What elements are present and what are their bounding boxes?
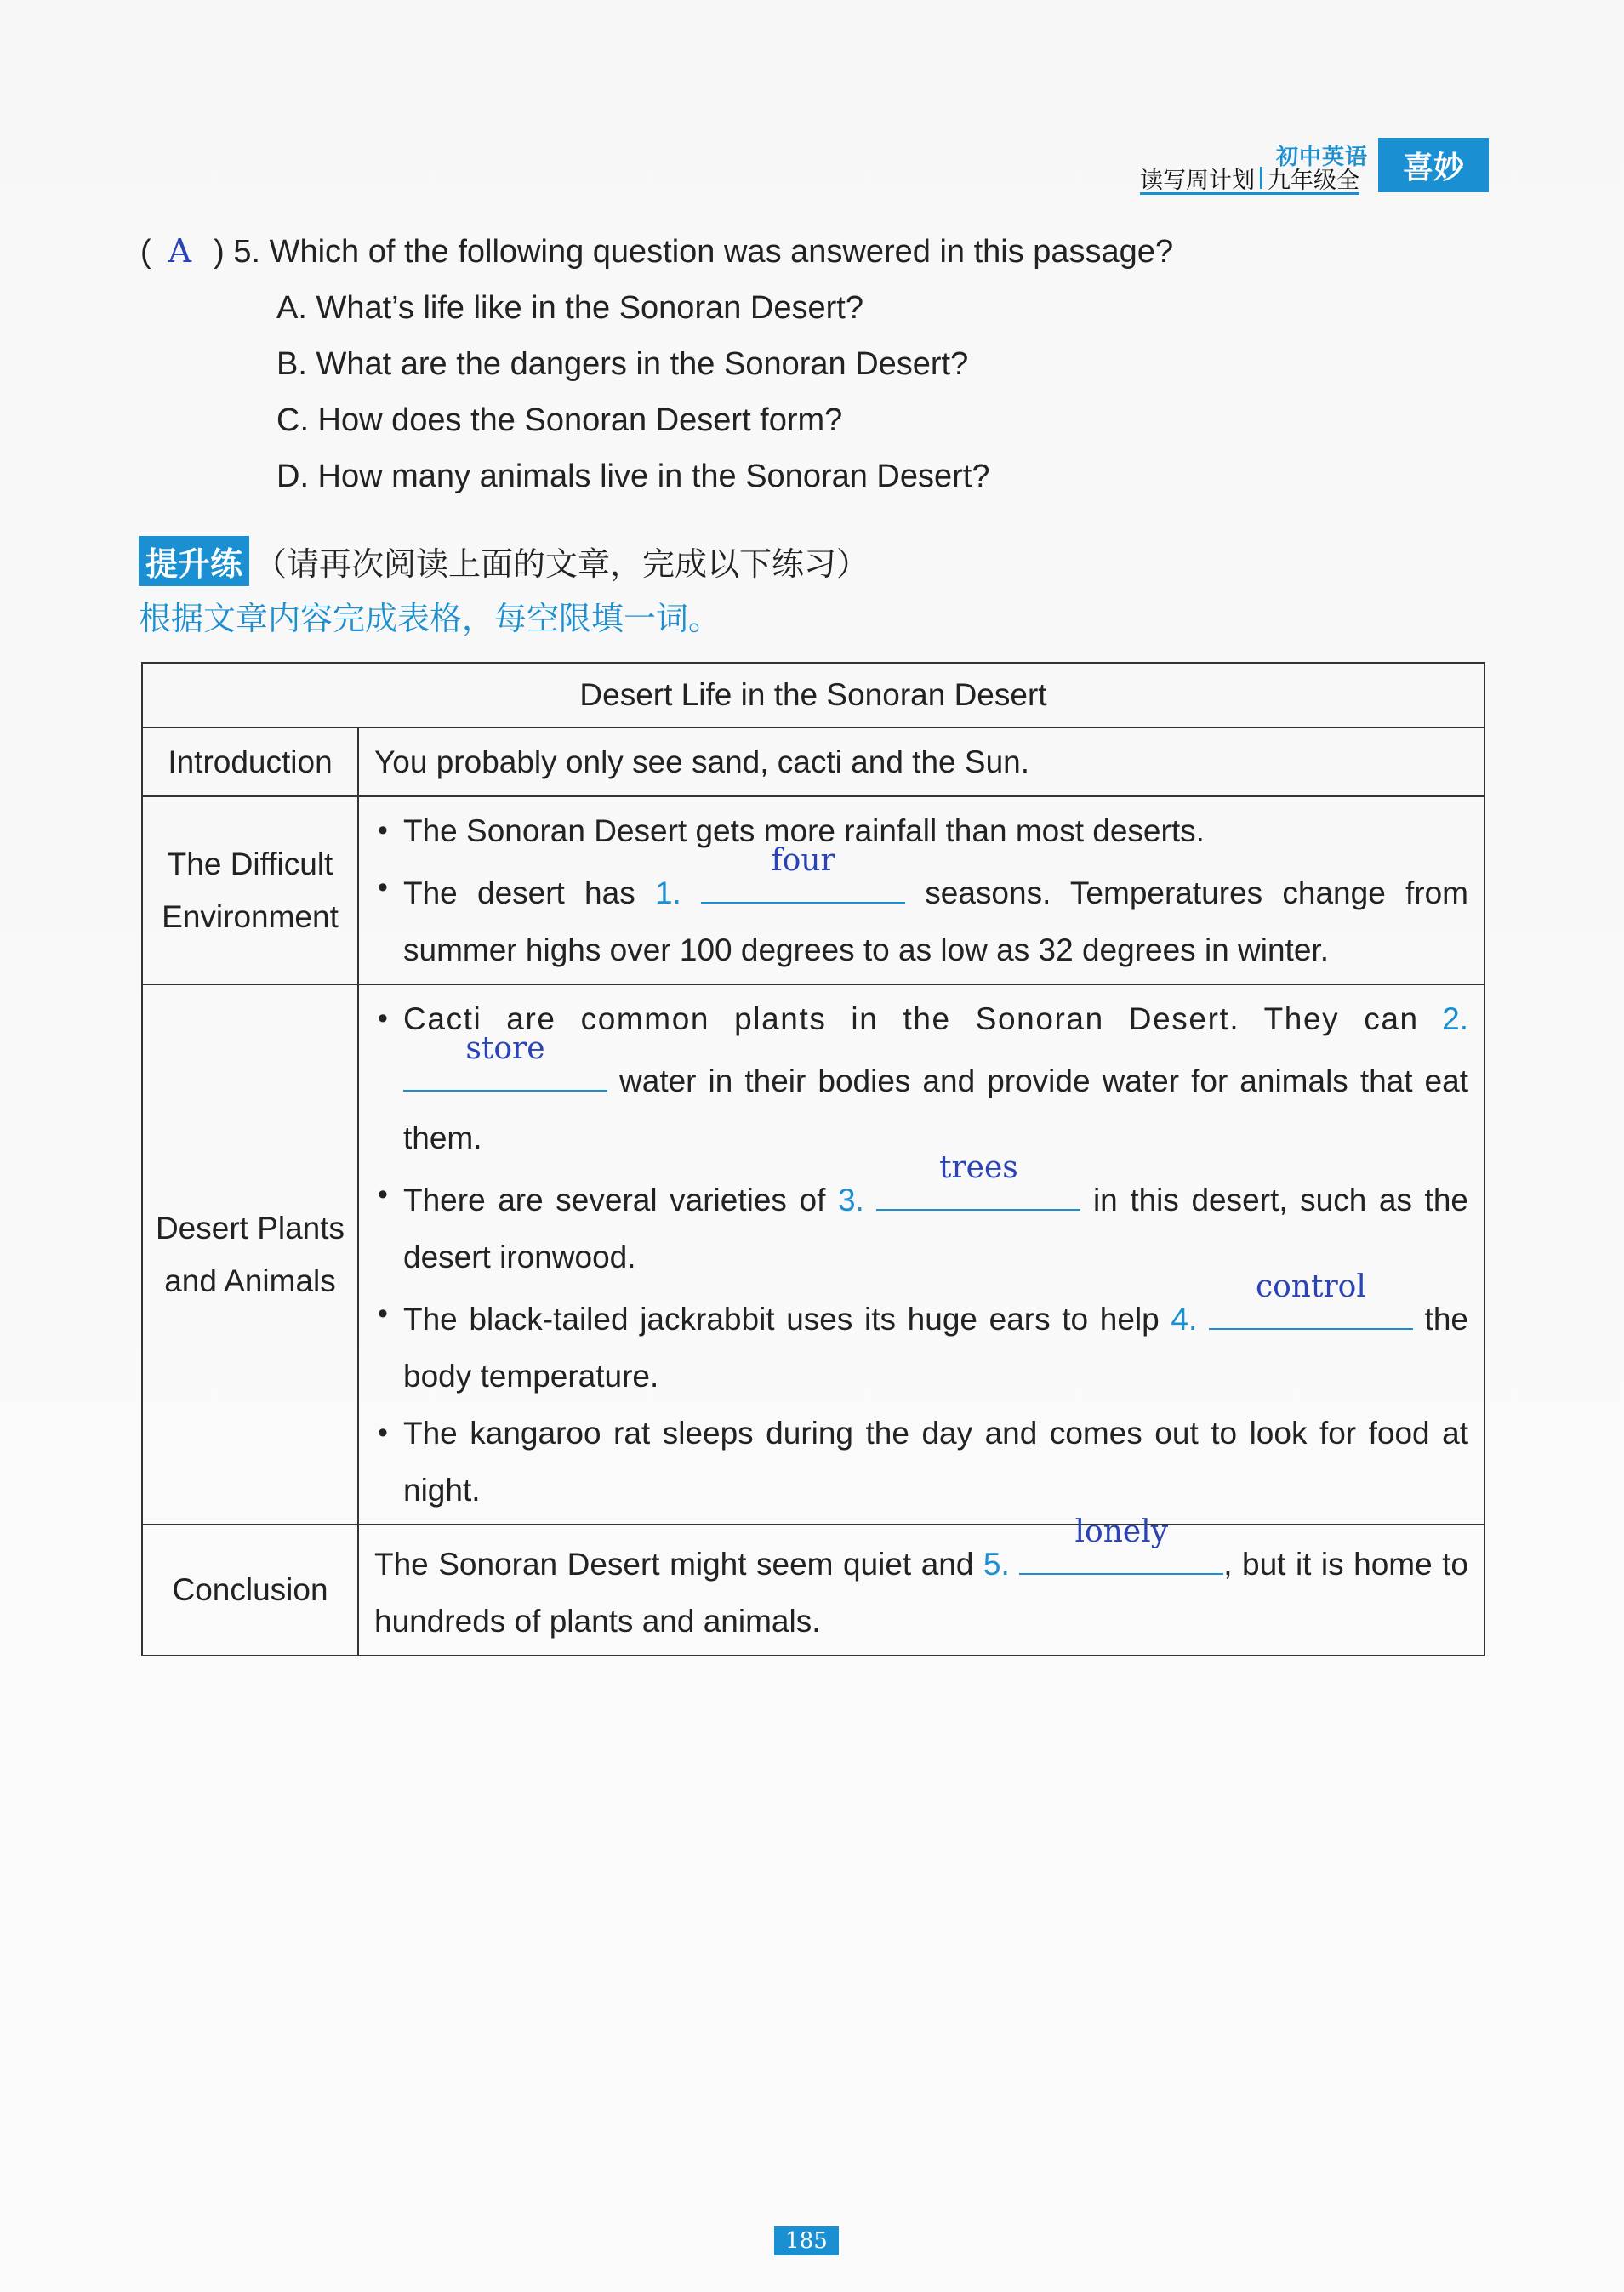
conclusion-content <box>358 1514 1484 1656</box>
table-row-environment <box>142 796 1484 984</box>
bullet-text: seasons. Temperatures change from summer highs over 100 degrees to as low as 32 degrees in winter. <box>403 875 1468 967</box>
introduction-text: You probably only see sand, cacti and the Sun. <box>358 727 1484 796</box>
table-row-conclusion <box>142 1525 1484 1656</box>
row-label-environment <box>142 796 358 984</box>
blank-5-answer: lonely <box>1074 1514 1169 1549</box>
blank-3[interactable] <box>876 1150 1080 1211</box>
table-title-row <box>142 663 1484 727</box>
environment-content <box>358 796 1484 984</box>
logo-text: 喜妙 <box>1402 149 1464 185</box>
question-stem-line <box>140 223 1173 280</box>
plants-animals-content <box>358 984 1484 1525</box>
option-b: B. What are the dangers in the Sonoran Desert? <box>276 346 969 382</box>
blank-number-5: 5. <box>983 1547 1010 1582</box>
section-tag: 提升练 <box>139 536 249 586</box>
blank-4[interactable] <box>1209 1269 1413 1330</box>
bullet-item <box>374 1405 1468 1519</box>
handwritten-answer: A <box>168 232 192 270</box>
title-separator <box>1260 167 1262 189</box>
label-line: Desert Plants <box>155 1210 345 1246</box>
bullet-text: water in their bodies and provide water for animals that eat them. <box>403 1063 1468 1155</box>
table-row-introduction <box>142 727 1484 796</box>
answer-paren-close: ) <box>214 234 225 270</box>
summary-table <box>141 662 1485 1656</box>
question-stem: 5. Which of the following question was answered in this passage? <box>233 234 1174 270</box>
blank-3-answer: trees <box>938 1150 1018 1185</box>
blank-number-2: 2. <box>1442 1001 1468 1036</box>
page-number: 185 <box>774 2226 839 2255</box>
bullet-text: The desert has <box>403 875 635 910</box>
bullet-text: There are several varieties of <box>403 1183 826 1217</box>
bullet-text: The Sonoran Desert gets more rainfall than most deserts. <box>403 813 1205 848</box>
answer-options <box>276 280 1173 505</box>
blank-number-1: 1. <box>654 875 681 910</box>
blank-2-answer: store <box>465 1031 545 1066</box>
bullet-text: the body temperature. <box>403 1302 1469 1394</box>
blank-1-answer: four <box>771 843 835 878</box>
table-title: Desert Life in the Sonoran Desert <box>142 663 1484 727</box>
blank-5[interactable] <box>1019 1514 1223 1575</box>
section-note: （请再次阅读上面的文章，完成以下练习） <box>254 547 869 583</box>
series-title: 初中英语 <box>1276 144 1369 169</box>
conclusion-text: , but it is home to hundreds of plants and animals. <box>374 1547 1469 1639</box>
conclusion-text: The Sonoran Desert might seem quiet and <box>374 1547 974 1582</box>
option-d: D. How many animals live in the Sonoran Desert? <box>276 459 990 494</box>
blank-1[interactable] <box>701 843 905 904</box>
row-label-conclusion: Conclusion <box>142 1525 358 1656</box>
label-line: The Difficult <box>167 846 333 881</box>
blank-number-3: 3. <box>837 1183 864 1217</box>
blank-4-answer: control <box>1255 1269 1366 1304</box>
table-row-plants-animals <box>142 984 1484 1525</box>
bullet-text: Cacti are common plants in the Sonoran Desert. They can <box>403 1001 1419 1036</box>
bullet-item <box>374 1269 1469 1405</box>
bullet-text: The kangaroo rat sleeps during the day and comes out to look for food at night. <box>403 1416 1468 1508</box>
book-title-line <box>1140 163 1359 195</box>
bullet-text: The black-tailed jackrabbit uses its huge ears to help <box>403 1302 1160 1337</box>
label-line: and Animals <box>164 1263 336 1298</box>
blank-2[interactable] <box>403 1031 607 1092</box>
row-label-plants-animals <box>142 984 358 1525</box>
section-instruction: 根据文章内容完成表格，每空限填一词。 <box>139 602 721 637</box>
blank-number-4: 4. <box>1171 1302 1198 1337</box>
bullet-item <box>374 802 1468 859</box>
answer-paren-open: ( <box>140 234 151 270</box>
bullet-item <box>374 843 1468 978</box>
section-heading <box>139 536 869 586</box>
book-brand-header <box>1140 136 1489 196</box>
publisher-logo <box>1378 138 1489 192</box>
question-5 <box>140 223 1173 505</box>
row-label-introduction: Introduction <box>142 727 358 796</box>
bullet-item <box>374 990 1468 1166</box>
option-a: A. What’s life like in the Sonoran Desert? <box>276 290 863 326</box>
bullet-text: in this desert, such as the desert ironwood. <box>403 1183 1468 1274</box>
label-line: Environment <box>162 898 339 934</box>
book-title-left: 读写周计划 <box>1140 167 1255 193</box>
option-c: C. How does the Sonoran Desert form? <box>276 402 843 438</box>
book-title-right: 九年级全 <box>1268 167 1359 193</box>
